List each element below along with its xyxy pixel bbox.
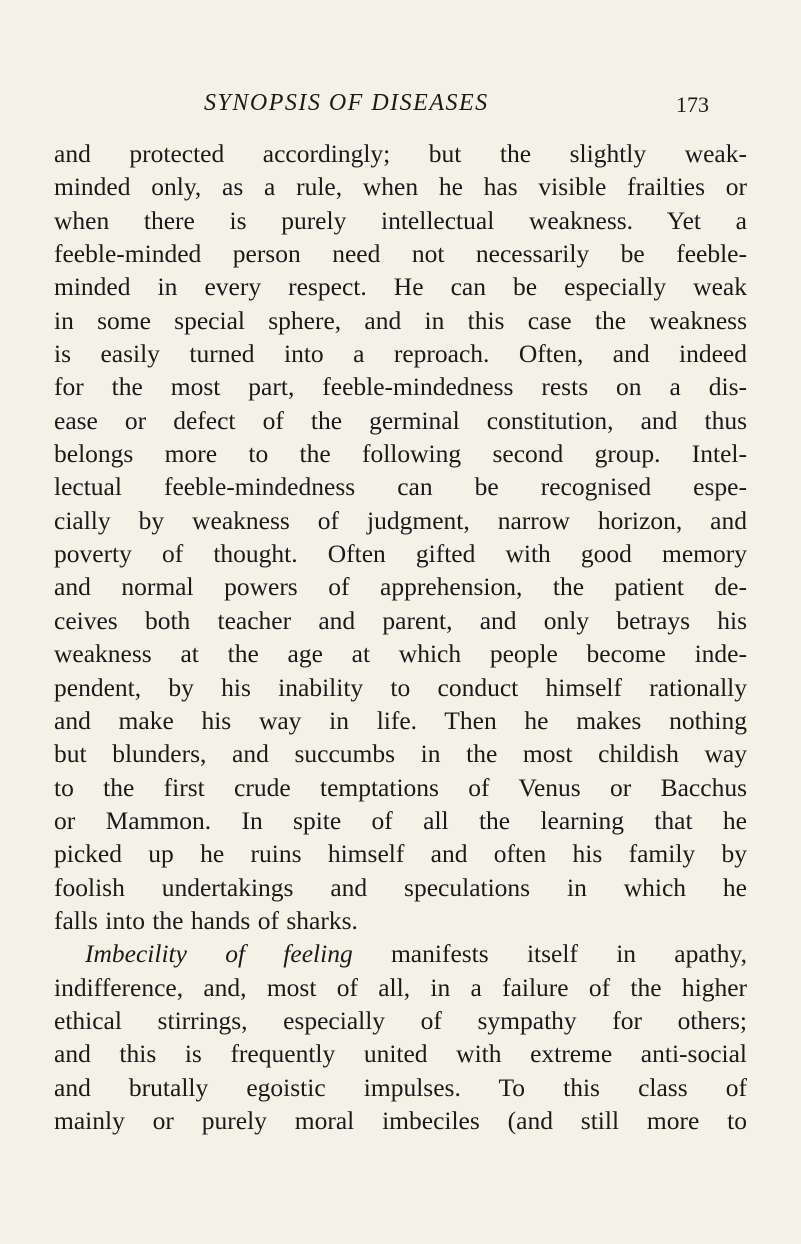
text-line: minded in every respect. He can be especially weak xyxy=(54,272,747,302)
text-line: poverty of thought. Often gifted with good memory xyxy=(54,539,747,569)
text-line: to the first crude temptations of Venus or Bacchus xyxy=(54,772,747,802)
paragraph-feeble-mindedness xyxy=(54,137,747,937)
text-line: feeble-minded person need not necessarily be feeble- xyxy=(54,239,747,269)
text-line: when there is purely intellectual weakness. Yet a xyxy=(54,205,747,235)
text-line: mainly or purely moral imbeciles (and still more to xyxy=(54,1105,747,1135)
text-line: falls into the hands of sharks. xyxy=(54,905,358,935)
text-line: or Mammon. In spite of all the learning that he xyxy=(54,805,747,835)
text-line: belongs more to the following second group. Intel- xyxy=(54,439,747,469)
text-line: and make his way in life. Then he makes nothing xyxy=(54,705,747,735)
text-line: picked up he ruins himself and often his family by xyxy=(54,839,747,869)
text-line: weakness at the age at which people become inde- xyxy=(54,639,747,669)
text-line: is easily turned into a reproach. Often, and indeed xyxy=(54,339,747,369)
text-line: ease or defect of the germinal constitution, and thus xyxy=(54,405,747,435)
body-text xyxy=(54,137,747,1137)
text-line: and brutally egoistic impulses. To this class of xyxy=(54,1072,747,1102)
text-line: and protected accordingly; but the slightly weak- xyxy=(54,139,747,168)
text-line: and this is frequently united with extreme anti-social xyxy=(54,1039,747,1069)
paragraph-imbecility-of-feeling xyxy=(54,937,747,1137)
text-line: minded only, as a rule, when he has visible frailties or xyxy=(54,172,747,202)
text-line: ceives both teacher and parent, and only betrays his xyxy=(54,605,747,635)
italic-term: Imbecility of feeling xyxy=(85,939,353,969)
running-title: SYNOPSIS OF DISEASES xyxy=(204,90,489,116)
text-run: manifests itself in apathy, xyxy=(352,939,747,969)
text-line: but blunders, and succumbs in the most childish way xyxy=(54,739,747,769)
page-number: 173 xyxy=(676,92,709,117)
text-line: and normal powers of apprehension, the patient de- xyxy=(54,572,747,602)
text-line: foolish undertakings and speculations in which he xyxy=(54,872,747,902)
text-line: in some special sphere, and in this case the weakness xyxy=(54,305,747,335)
text-line-first xyxy=(54,937,747,970)
text-line: indifference, and, most of all, in a failure of the higher xyxy=(54,972,747,1002)
text-line: ethical stirrings, especially of sympathy for others; xyxy=(54,1005,747,1035)
text-line: cially by weakness of judgment, narrow horizon, and xyxy=(54,505,747,535)
text-line: for the most part, feeble-mindedness rests on a dis- xyxy=(54,372,747,402)
running-head xyxy=(0,88,801,118)
text-line: pendent, by his inability to conduct himself rationally xyxy=(54,672,747,702)
text-line: lectual feeble-mindedness can be recognised espe- xyxy=(54,472,747,502)
